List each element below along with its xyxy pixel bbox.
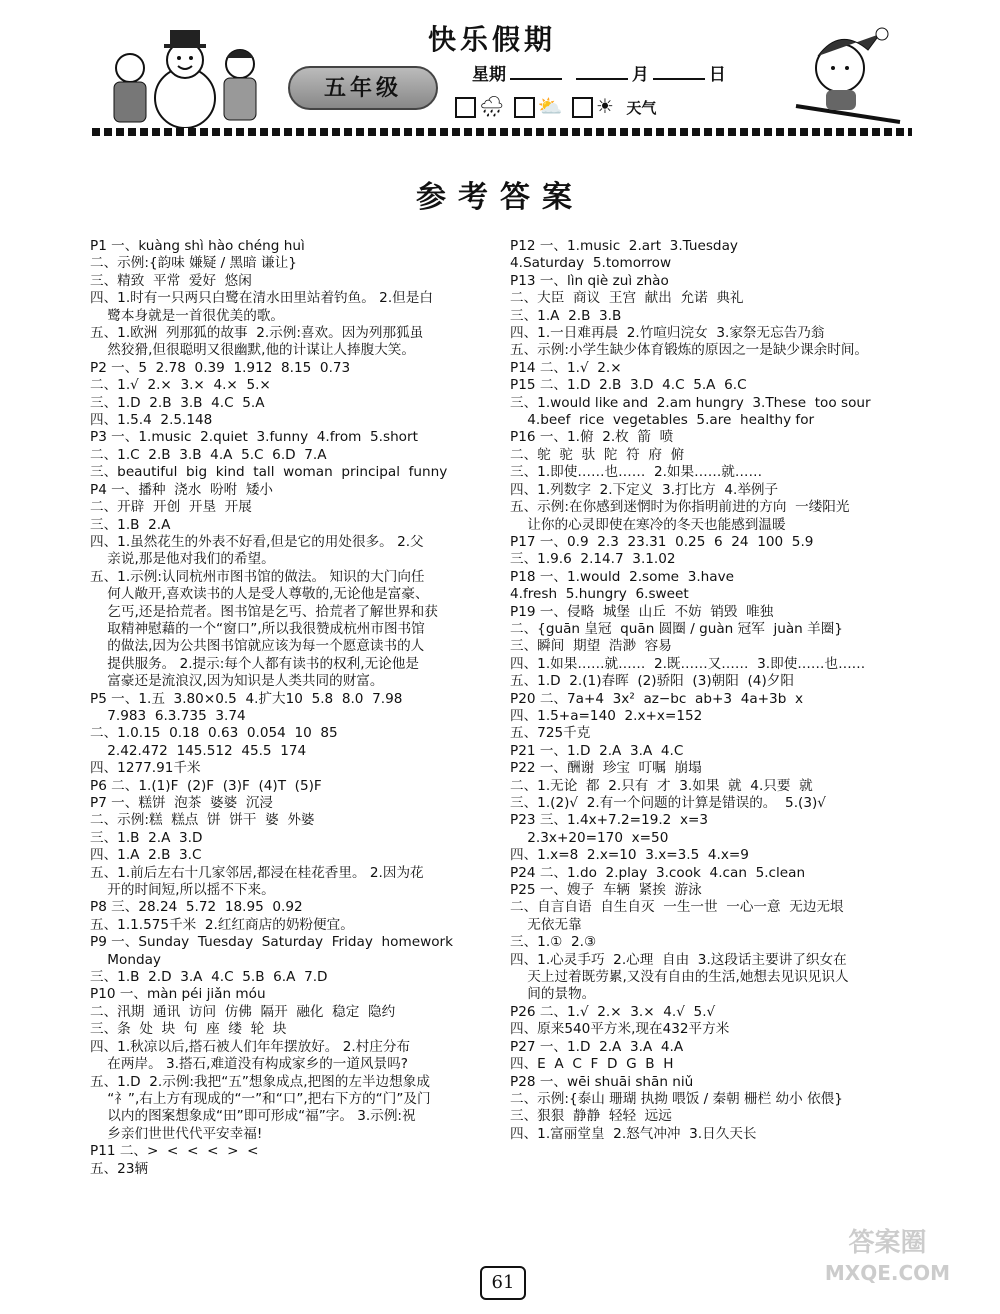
answer-line: 四、E A C F D G B H [510, 1056, 674, 1073]
answer-line: P3 一、1.music 2.quiet 3.funny 4.from 5.short [90, 429, 418, 446]
answer-line: 三、条 处 块 句 座 缕 轮 块 [90, 1021, 287, 1038]
answer-line: Monday [90, 951, 161, 968]
week-blank [510, 78, 562, 80]
answer-line: 二、鸵 驼 驮 陀 符 府 俯 [510, 446, 685, 463]
answer-line: P15 二、1.D 2.B 3.D 4.C 5.A 6.C [510, 377, 747, 394]
answer-line: 四、1.5+a=140 2.x+x=152 [510, 707, 703, 724]
day-blank [653, 78, 705, 80]
answer-line: P9 一、Sunday Tuesday Saturday Friday homework [90, 934, 453, 951]
weather-checkbox [455, 97, 476, 118]
answer-line: P2 一、5 2.78 0.39 1.912 8.15 0.73 [90, 359, 351, 376]
page-header [0, 0, 1000, 140]
answer-line: 五、23辆 [90, 1160, 149, 1177]
watermark-text: 答案圈 [848, 1228, 927, 1258]
answer-line: 4.fresh 5.hungry 6.sweet [510, 586, 689, 603]
answer-line: P28 一、wēi shuāi shān niǔ [510, 1073, 694, 1090]
answer-line: 四、1.一日难再晨 2.竹喧归浣女 3.家祭无忘告乃翁 [510, 325, 825, 342]
answer-line: 四、1277.91千米 [90, 760, 201, 777]
answer-line: P1 一、kuàng shì hào chéng huì [90, 238, 305, 254]
answer-line: 间的景物。 [510, 986, 596, 1003]
answer-line: 鹭本身就是一首很优美的歌。 [90, 307, 285, 324]
answer-line: 三、1.9.6 2.14.7 3.1.02 [510, 551, 676, 568]
answer-line: 四、1.虽然花生的外表不好看,但是它的用处很多。 2.父 [90, 533, 424, 550]
page-title: 参考答案 [416, 180, 584, 215]
answer-line: 让你的心灵即使在寒冷的冬天也能感到温暖 [510, 516, 786, 533]
weather-label: 天气 [626, 99, 657, 117]
skier-illustration [790, 26, 910, 126]
answer-line: P17 一、0.9 2.3 23.31 0.25 6 24 100 5.9 [510, 533, 814, 550]
answer-line: P16 一、1.俯 2.枚 箭 喷 [510, 429, 674, 446]
answer-line: P19 一、侵略 城堡 山丘 不妨 销毁 唯独 [510, 603, 774, 620]
answer-line: 三、1.即使……也…… 2.如果……就…… [510, 464, 763, 481]
answer-line: P11 二、> < < < > < [90, 1143, 259, 1160]
answer-line: P6 二、1.(1)F (2)F (3)F (4)T (5)F [90, 777, 322, 794]
answer-line: P18 一、1.would 2.some 3.have [510, 568, 735, 585]
answer-line: 二、示例:{泰山 珊瑚 执拗 喂饭 / 秦朝 栅栏 幼小 依偎} [510, 1090, 843, 1107]
answer-line: P24 二、1.do 2.play 3.cook 4.can 5.clean [510, 864, 806, 881]
sun-icon: ☀ [596, 94, 614, 118]
answer-line: P20 二、7a+4 3x² az−bc ab+3 4a+3b x [510, 690, 804, 707]
answer-line: 二、开辟 开创 开垦 开展 [90, 499, 252, 516]
answer-line: 何人敞开,喜欢读书的人是受人尊敬的,无论他是富豪、 [90, 586, 429, 603]
answer-line: 7.983 6.3.735 3.74 [90, 707, 246, 724]
answer-line: 无依无靠 [510, 916, 582, 933]
answer-line: 乡亲们世世代代平安幸福! [90, 1125, 263, 1142]
answer-line: P4 一、播种 浇水 吩咐 矮小 [90, 481, 274, 498]
answer-line: 二、示例:{韵味 嫌疑 / 黑暗 谦让} [90, 255, 297, 272]
answer-line: P13 一、lìn qiè zuì zhào [510, 272, 669, 289]
answer-line: P27 一、1.D 2.A 3.A 4.A [510, 1038, 684, 1055]
answer-line: 2.42.472 145.512 45.5 174 [90, 742, 307, 759]
answer-line: 4.beef rice vegetables 5.are healthy for [510, 412, 815, 429]
answer-line: P21 一、1.D 2.A 3.A 4.C [510, 742, 684, 759]
answer-line: 三、1.B 2.D 3.A 4.C 5.B 6.A 7.D [90, 969, 328, 986]
answer-line: 以内的图案想象成“田”即可形成“福”字。 3.示例:祝 [90, 1108, 416, 1125]
answer-line: 五、1.D 2.示例:我把“五”想象成点,把图的左半边想象成 [90, 1073, 430, 1090]
answer-line: 五、示例:小学生缺少体育锻炼的原因之一是缺少课余时间。 [510, 342, 869, 359]
day-label: 日 [708, 65, 726, 85]
answer-line: 取精神慰藉的一个“窗口”,所以我很赞成杭州市图书馆 [90, 620, 425, 637]
answer-line: 三、1.(2)√ 2.有一个问题的计算是错误的。 5.(3)√ [510, 795, 826, 811]
date-line [472, 60, 726, 85]
answer-line: 四、1.x=8 2.x=10 3.x=3.5 4.x=9 [510, 847, 749, 864]
answer-line: P25 一、嫂子 车辆 紧挨 游泳 [510, 882, 702, 899]
answer-line: “礻”,右上方有现成的“一”和“口”,把右下方的“门”及门 [90, 1090, 431, 1107]
answer-line: 二、汛期 通讯 访问 仿佛 隔开 融化 稳定 隐约 [90, 1003, 396, 1020]
answer-line: 二、1.C 2.B 3.B 4.A 5.C 6.D 7.A [90, 446, 327, 463]
answer-line: 三、1.B 2.A 3.D [90, 829, 203, 846]
watermark-logo [800, 1228, 975, 1288]
answer-line: 在两岸。 3.搭石,难道没有构成家乡的一道风景吗? [90, 1056, 408, 1073]
answer-line: 乞丐,还是拾荒者。图书馆是乞丐、拾荒者了解世界和获 [90, 603, 438, 620]
answer-line: P10 一、màn péi jiǎn móu [90, 986, 266, 1003]
answer-line: 五、725千克 [510, 725, 591, 742]
answer-line: 4.Saturday 5.tomorrow [510, 255, 672, 272]
answer-line: 二、大臣 商议 王宫 献出 允诺 典礼 [510, 290, 744, 307]
week-label: 星期 [472, 65, 506, 85]
answer-line: P14 二、1.√ 2.× [510, 359, 622, 376]
answer-line: 二、示例:糕 糕点 饼 饼干 婆 外婆 [90, 812, 315, 829]
answer-line: P12 一、1.music 2.art 3.Tuesday [510, 238, 738, 254]
answer-line: 三、1.A 2.B 3.B [510, 307, 622, 324]
answer-line: 四、1.列数字 2.下定义 3.打比方 4.举例子 [510, 481, 779, 498]
answer-line: 二、自言自语 自生自灭 一生一世 一心一意 无边无垠 [510, 899, 844, 916]
answer-line: 二、1.无论 都 2.只有 才 3.如果 就 4.只要 就 [510, 777, 813, 794]
cloudy-sun-icon: ⛅ [537, 94, 563, 118]
brand-title: 快乐假期 [428, 23, 557, 56]
grade-badge: 五年级 [288, 66, 438, 110]
answer-line: 四、原来540平方米,现在432平方米 [510, 1021, 730, 1038]
answer-line: 天上过着既劳累,又没有自由的生活,她想去见识见识人 [510, 969, 849, 986]
month-blank [576, 78, 628, 80]
answer-line: 二、1.√ 2.× 3.× 4.× 5.× [90, 377, 271, 394]
answer-line: 四、1.5.4 2.5.148 [90, 412, 213, 429]
weather-checkbox [514, 97, 535, 118]
header-divider [92, 128, 912, 136]
answer-line: 2.3x+20=170 x=50 [510, 829, 669, 846]
answers-right-column [510, 238, 920, 1143]
answer-line: 四、1.时有一只两只白鹭在清水田里站着钓鱼。 2.但是白 [90, 290, 433, 307]
answer-line: 提供服务。 2.提示:每个人都有读书的权利,无论他是 [90, 655, 419, 672]
answer-line: 五、1.示例:认同杭州市图书馆的做法。 知识的大门向任 [90, 568, 425, 585]
month-label: 月 [631, 65, 649, 85]
answer-line: 然狡猾,但很聪明又很幽默,他的计谋让人捧腹大笑。 [90, 342, 415, 359]
answer-line: 四、1.A 2.B 3.C [90, 847, 202, 864]
answer-line: 二、{guān 皇冠 quān 圆圈 / guàn 冠军 juàn 羊圈} [510, 620, 843, 637]
answer-line: 四、1.富丽堂皇 2.怒气冲冲 3.日久天长 [510, 1125, 757, 1142]
answer-line: P5 一、1.五 3.80×0.5 4.扩大10 5.8 8.0 7.98 [90, 690, 403, 707]
answer-line: 五、1.前后左右十几家邻居,都浸在桂花香里。 2.因为花 [90, 864, 424, 881]
answer-line: 二、1.0.15 0.18 0.63 0.054 10 85 [90, 725, 338, 742]
weather-checkbox [572, 97, 593, 118]
answer-line: 开的时间短,所以摇不下来。 [90, 882, 275, 899]
answer-line: 五、1.1.575千米 2.红红商店的奶粉便宜。 [90, 916, 354, 933]
answer-line: P26 二、1.√ 2.× 3.× 4.√ 5.√ [510, 1003, 716, 1020]
answer-line: 四、1.心灵手巧 2.心理 自由 3.这段话主要讲了织女在 [510, 951, 847, 968]
answer-line: 的做法,因为公共图书馆就应该为每一个愿意读书的人 [90, 638, 425, 655]
answer-line: P8 三、28.24 5.72 18.95 0.92 [90, 899, 303, 916]
answer-line: 五、1.欧洲 列那狐的故事 2.示例:喜欢。因为列那狐虽 [90, 325, 424, 342]
snowman-illustration [100, 28, 270, 132]
answer-line: P7 一、糕饼 泡茶 婆婆 沉浸 [90, 795, 274, 811]
watermark-url: MXQE.COM [824, 1261, 951, 1285]
answer-line: 三、1.would like and 2.am hungry 3.These too sour [510, 394, 871, 411]
answer-line: 三、1.B 2.A [90, 516, 171, 533]
answer-line: P22 一、酬谢 珍宝 叮嘱 崩塌 [510, 760, 702, 777]
answer-line: 四、1.秋凉以后,搭石被人们年年摆放好。 2.村庄分布 [90, 1038, 411, 1055]
answer-line: 五、1.D 2.(1)春晖 (2)骄阳 (3)朝阳 (4)夕阳 [510, 673, 794, 690]
rain-icon: 🌧 [479, 94, 505, 118]
answer-line: 富豪还是流浪汉,因为知识是人类共同的财富。 [90, 673, 384, 690]
answer-line: P23 三、1.4x+7.2=19.2 x=3 [510, 812, 709, 829]
answer-line: 三、精致 平常 爱好 悠闲 [90, 272, 252, 289]
answer-line: 五、示例:在你感到迷惘时为你指明前进的方向 一缕阳光 [510, 499, 850, 516]
answer-line: 三、1.① 2.③ [510, 934, 597, 951]
answers-left-column [90, 238, 500, 1178]
answer-line: 三、瞬间 期望 浩渺 容易 [510, 638, 672, 655]
answer-line: 亲说,那是他对我们的希望。 [90, 551, 275, 568]
answer-line: 三、狠狠 静静 轻轻 远远 [510, 1108, 672, 1125]
answer-line: 三、1.D 2.B 3.B 4.C 5.A [90, 394, 265, 411]
weather-row [452, 94, 656, 118]
page-number: 61 [480, 1266, 526, 1300]
answer-line: 四、1.如果……就…… 2.既……又…… 3.即使……也…… [510, 655, 866, 672]
answer-line: 三、beautiful big kind tall woman principal funny [90, 464, 448, 481]
